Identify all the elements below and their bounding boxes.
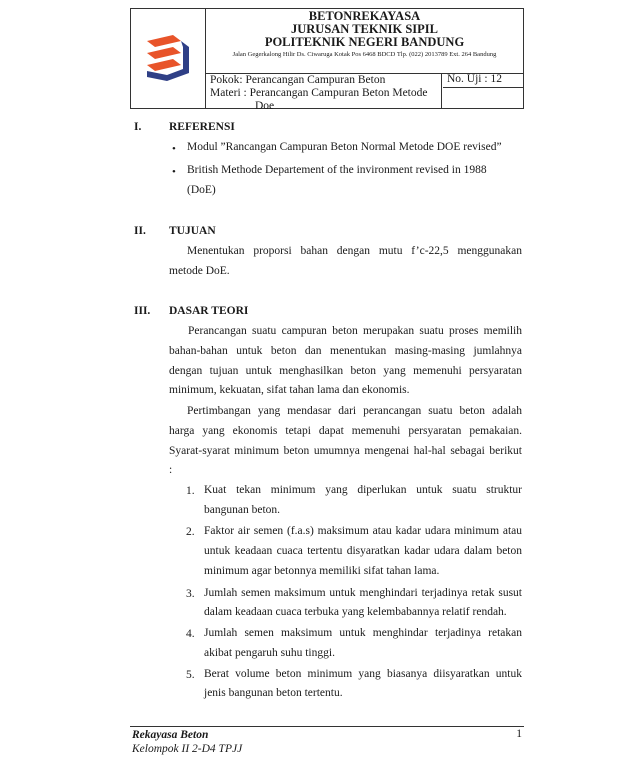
- list-item-4-line-1: Jumlah semen maksimum untuk menghindar terjadinya retakan: [204, 627, 522, 639]
- footer-divider: [130, 726, 524, 727]
- theory-p1-line-3: dengan tujuan untuk menghasilkan beton yang memenuhi persyaratan: [169, 365, 522, 377]
- list-item-2-line-2: untuk keadaan cuaca tertentu disyaratkan kadar udara dalam beton: [204, 545, 522, 557]
- list-item-number: 5.: [186, 669, 195, 681]
- list-item-5-line-1: Berat volume beton minimum yang biasanya diisyaratkan untuk: [204, 668, 522, 680]
- theory-p2-line-1: Pertimbangan yang mendasar dari perancangan suatu beton adalah: [187, 405, 522, 417]
- header-line-2: JURUSAN TEKNIK SIPIL: [290, 22, 439, 36]
- theory-p1-line-1: Perancangan suatu campuran beton merupakan suatu proses memilih: [188, 325, 522, 337]
- pokok-materi-cell: [206, 73, 442, 112]
- footer-group: Kelompok II 2-D4 TPJJ: [132, 743, 243, 755]
- pokok-text: Pokok: Perancangan Campuran Beton: [210, 74, 386, 86]
- theory-p1-line-4: minimum, kekuatan, sifat tahan lama dan ekonomis.: [169, 384, 410, 396]
- list-item-3-line-1: Jumlah semen maksimum untuk menghindari terjadinya retak susut: [204, 587, 522, 599]
- list-item-number: 2.: [186, 526, 195, 538]
- list-item-3-line-2: dalam keadaan cuaca terbuka yang kelembabannya relatif rendah.: [204, 606, 507, 618]
- header-line-1: BETONREKAYASA: [308, 9, 421, 23]
- section-2-number: II.: [134, 225, 146, 237]
- list-item-5-line-2: jenis bangunan beton tertentu.: [204, 687, 343, 699]
- list-item-1-line-1: Kuat tekan minimum yang diperlukan untuk suatu struktur: [204, 484, 522, 496]
- theory-p1-line-2: bahan-bahan untuk beton dan menentukan masing-masing jumlahnya: [169, 345, 522, 357]
- theory-p2-line-2: harga yang ekonomis tetapi dapat memenuhi persyaratan pemakaian.: [169, 425, 522, 437]
- list-item-number: 3.: [186, 588, 195, 600]
- header-line-3: POLITEKNIK NEGERI BANDUNG: [264, 35, 465, 49]
- tujuan-line-1: Menentukan proporsi bahan dengan mutu f’c-22,5 menggunakan: [187, 245, 522, 257]
- footer-title: Rekayasa Beton: [132, 729, 209, 741]
- theory-p2-line-3: Syarat-syarat minimum beton umumnya mengenai hal-hal sebagai berikut: [169, 445, 522, 457]
- materi-text: Materi : Perancangan Campuran Beton Metode: [210, 87, 428, 99]
- reference-2-cont: (DoE): [187, 184, 216, 196]
- document-header: [130, 8, 524, 112]
- bullet-icon: •: [172, 143, 176, 155]
- section-2-title: TUJUAN: [169, 225, 216, 237]
- section-3-title: DASAR TEORI: [169, 305, 249, 317]
- tujuan-line-2: metode DoE.: [169, 265, 230, 277]
- list-item-number: 4.: [186, 628, 195, 640]
- footer-info: [132, 728, 242, 756]
- list-item-2-line-1: Faktor air semen (f.a.s) maksimum atau kadar udara minimum atau: [204, 525, 522, 537]
- bullet-icon: •: [172, 166, 176, 178]
- reference-2: British Methode Departement of the invironment revised in 1988: [187, 164, 487, 176]
- list-item-number: 1.: [186, 485, 195, 497]
- institution-block: [206, 9, 523, 74]
- section-1-title: REFERENSI: [169, 121, 235, 133]
- section-3-number: III.: [134, 305, 151, 317]
- no-uji-cell: No. Uji : 12: [443, 73, 523, 88]
- polban-logo-icon: [143, 33, 191, 83]
- reference-1: Modul ”Rancangan Campuran Beton Normal Metode DOE revised”: [187, 141, 502, 153]
- materi-text-cont: Doe: [255, 100, 275, 112]
- list-item-1-line-2: bangunan beton.: [204, 504, 281, 516]
- section-1-number: I.: [134, 121, 142, 133]
- logo-cell: [131, 9, 206, 108]
- list-item-2-line-3: minimum agar betonnya memiliki sifat tahan lama.: [204, 565, 440, 577]
- theory-p2-line-4: :: [169, 464, 173, 476]
- list-item-4-line-2: akibat pengaruh suhu tinggi.: [204, 647, 335, 659]
- institution-address: Jalan Gegerkalong Hilir Ds. Ciwaruga Kotak Pos 6468 BDCD Tlp. (022) 2013789 Ext. 264 Bandung: [232, 51, 497, 58]
- page-number: 1: [516, 728, 522, 740]
